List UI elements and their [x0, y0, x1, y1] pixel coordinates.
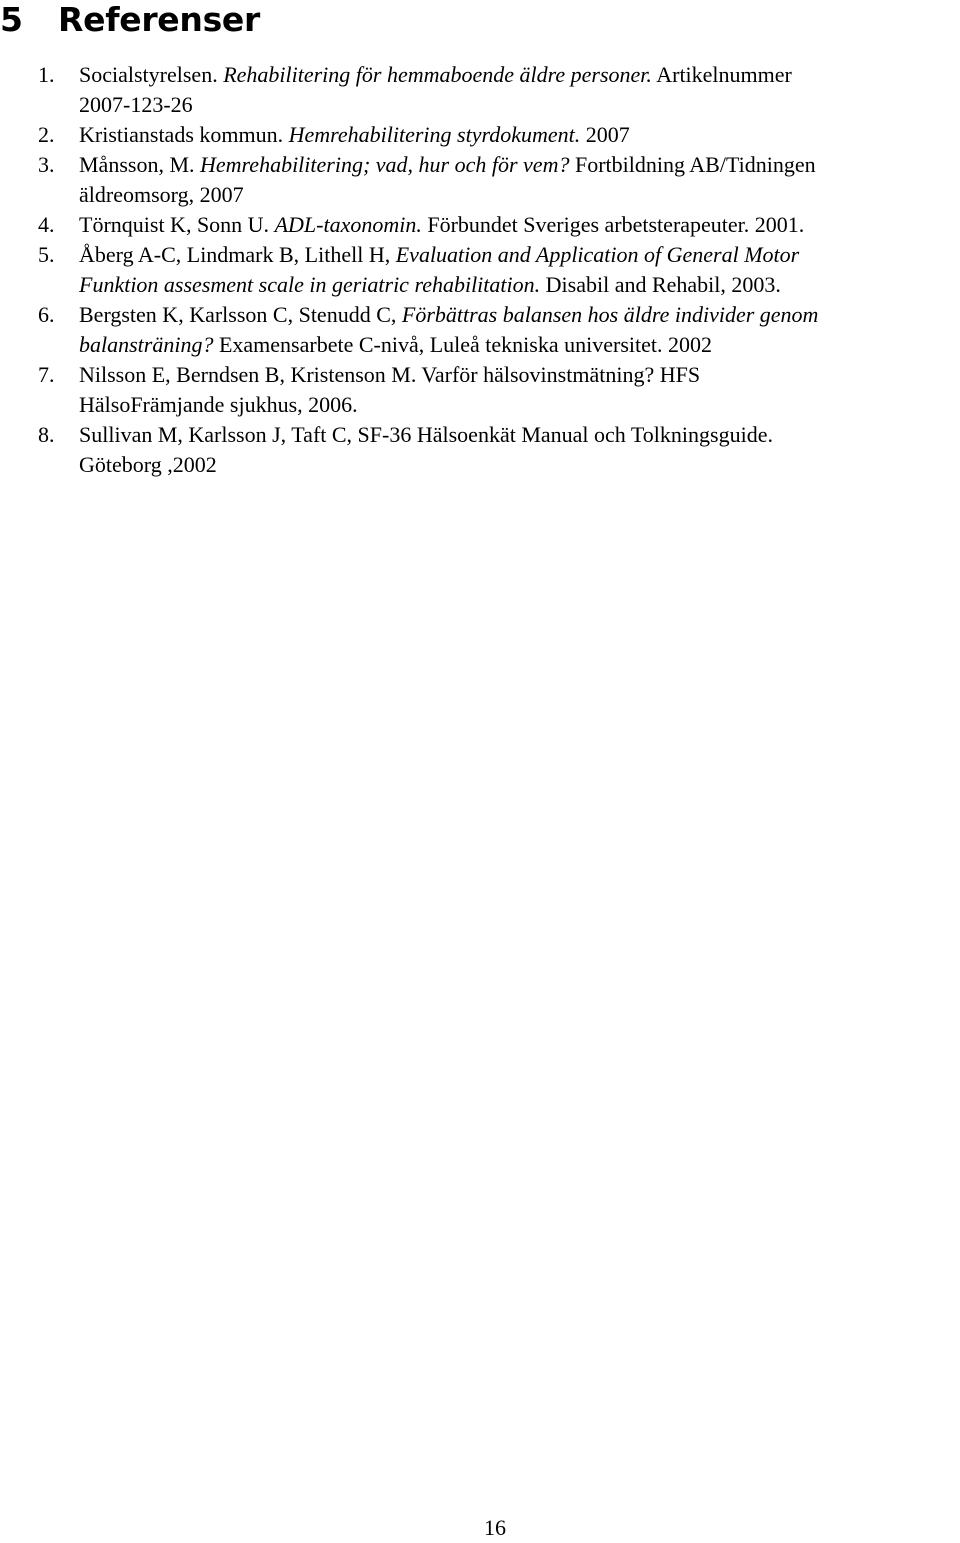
reference-text: Artikelnummer [651, 62, 792, 87]
reference-number: 5. [38, 242, 55, 267]
reference-line [79, 330, 960, 360]
section-heading [0, 0, 260, 44]
reference-number: 7. [38, 362, 55, 387]
reference-text: Förbundet Sveriges arbetsterapeuter. 2001. [421, 212, 805, 237]
reference-title: ADL-taxonomin. [274, 212, 422, 237]
section-title: Referenser [58, 0, 260, 39]
reference-title: Evaluation and Application of General Motor [395, 242, 800, 267]
reference-text: 2007 [580, 122, 630, 147]
reference-text: Nilsson E, Berndsen B, Kristenson M. Varför hälsovinstmätning? HFS [79, 362, 701, 387]
reference-item-5 [0, 240, 960, 300]
reference-line [79, 360, 960, 390]
reference-text: äldreomsorg, 2007 [79, 182, 244, 207]
reference-number: 4. [38, 212, 55, 237]
reference-number: 1. [38, 62, 55, 87]
reference-item-7 [0, 360, 960, 420]
reference-text: Fortbildning AB/Tidningen [569, 152, 816, 177]
reference-title: Hemrehabilitering; vad, hur och för vem? [200, 152, 570, 177]
reference-number: 8. [38, 422, 55, 447]
reference-text: Disabil and Rehabil, 2003. [540, 272, 781, 297]
reference-text: Socialstyrelsen. [79, 62, 224, 87]
reference-number: 3. [38, 152, 55, 177]
reference-line [79, 240, 960, 270]
reference-text: Törnquist K, Sonn U. [79, 212, 275, 237]
reference-line [79, 300, 960, 330]
reference-text: Sullivan M, Karlsson J, Taft C, SF-36 Hälsoenkät Manual och Tolkningsguide. [79, 422, 773, 447]
reference-line [79, 90, 960, 120]
reference-line [79, 60, 960, 90]
reference-text: Göteborg ,2002 [79, 452, 217, 477]
reference-text: Examensarbete C-nivå, Luleå tekniska universitet. 2002 [213, 332, 712, 357]
reference-item-6 [0, 300, 960, 360]
reference-text: Kristianstads kommun. [79, 122, 289, 147]
reference-item-3 [0, 150, 960, 210]
reference-line [79, 270, 960, 300]
page-number: 16 [484, 1515, 506, 1540]
reference-title: Förbättras balansen hos äldre individer genom [401, 302, 819, 327]
reference-text: Månsson, M. [79, 152, 201, 177]
reference-text: HälsoFrämjande sjukhus, 2006. [79, 392, 358, 417]
reference-title: Rehabilitering för hemmaboende äldre personer. [223, 62, 652, 87]
reference-number: 6. [38, 302, 55, 327]
reference-text: 2007-123-26 [79, 92, 193, 117]
section-number: 5 [0, 0, 23, 39]
reference-line [79, 150, 960, 180]
reference-item-4 [0, 210, 960, 240]
reference-text: Åberg A-C, Lindmark B, Lithell H, [79, 242, 396, 267]
reference-line [79, 390, 960, 420]
reference-title: Funktion assesment scale in geriatric rehabilitation. [79, 272, 541, 297]
reference-line [79, 120, 960, 150]
reference-line [79, 210, 960, 240]
reference-title: Hemrehabilitering styrdokument. [288, 122, 581, 147]
reference-line [79, 420, 960, 450]
reference-line [79, 180, 960, 210]
reference-number: 2. [38, 122, 55, 147]
reference-item-2 [0, 120, 960, 150]
reference-line [79, 450, 960, 480]
reference-list [0, 60, 960, 480]
reference-item-1 [0, 60, 960, 120]
reference-text: Bergsten K, Karlsson C, Stenudd C, [79, 302, 402, 327]
reference-title: balansträning? [79, 332, 214, 357]
reference-item-8 [0, 420, 960, 480]
